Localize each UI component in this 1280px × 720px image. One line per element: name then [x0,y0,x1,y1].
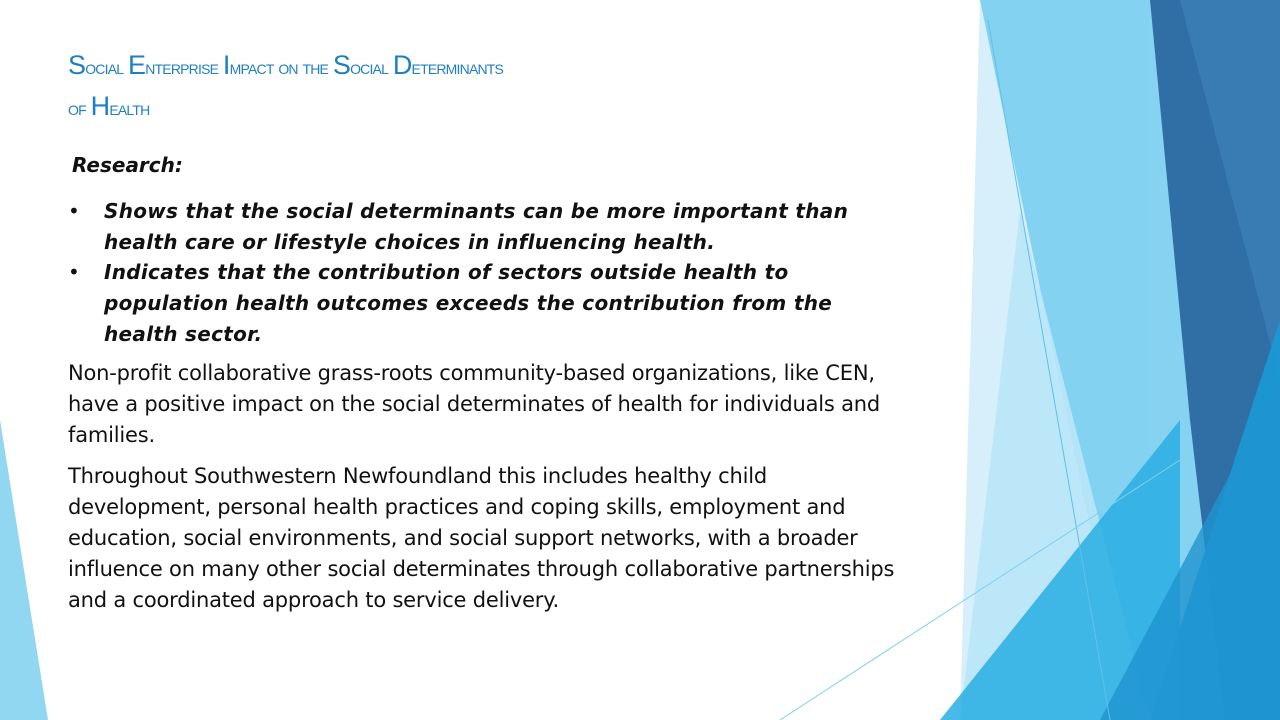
bullet-text: Shows that the social determinants can be more important than health care or lifestyle choices in influencing health. [104,199,849,254]
slide-body [68,150,898,626]
bullet-text: Indicates that the contribution of sectors outside health to population health outcomes exceeds the contribution from the health sector. [104,260,833,346]
research-heading: Research: [72,153,183,177]
left-facet [0,420,48,720]
bullet-item [68,257,898,349]
bullet-dot: • [68,199,81,223]
bullet-dot: • [68,260,81,285]
slide-title: Social Enterprise Impact on the Social Determinants of Health [68,50,504,121]
bullet-item [68,196,898,257]
paragraph-southwestern: Throughout Southwestern Newfoundland this includes healthy child development, personal health practices and coping skills, employment and education, social environments, and social support networks, with a broader influence on many other social determinates through collaborative partnerships and a coordinated approach to service delivery. [68,463,895,612]
research-bullet-list [68,196,898,350]
paragraph-nonprofit: Non-profit collaborative grass-roots community-based organizations, like CEN, have a positive impact on the social determinates of health for individuals and families. [68,360,881,447]
